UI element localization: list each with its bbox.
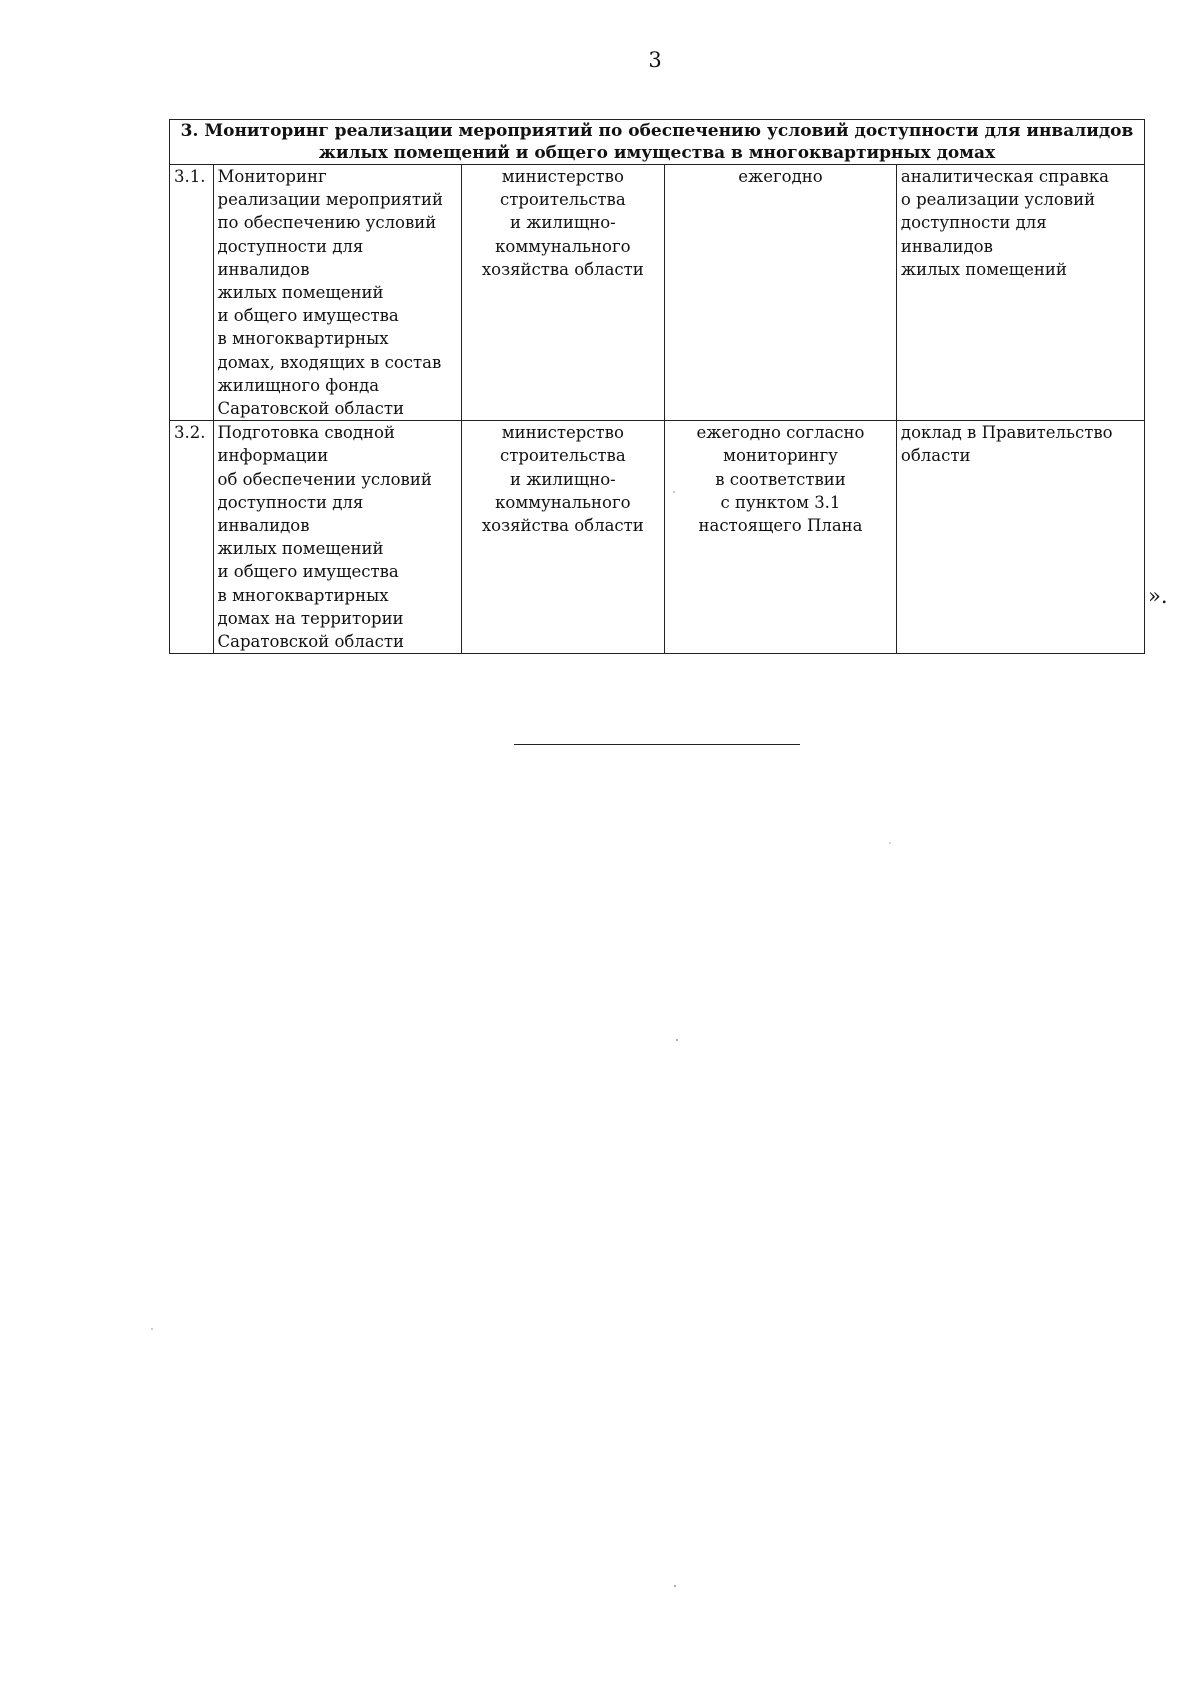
scan-speck [151, 1328, 153, 1330]
section-header-row [170, 120, 1145, 165]
plan-table [169, 119, 1145, 654]
executor-cell: министерство строительства и жилищно- коммунального хозяйства области [461, 421, 665, 654]
result-cell: аналитическая справка о реализации условий доступности для инвалидов жилых помещений [896, 165, 1144, 421]
row-number: 3.1. [170, 165, 214, 421]
executor-cell: министерство строительства и жилищно- коммунального хозяйства области [461, 165, 665, 421]
event-cell: Подготовка сводной информации об обеспечении условий доступности для инвалидов жилых помещений и общего имущества в многоквартирных домах на территории Саратовской области [213, 421, 461, 654]
scan-speck [674, 1585, 676, 1587]
row-number: 3.2. [170, 421, 214, 654]
scan-speck [889, 842, 890, 843]
table-row [170, 165, 1145, 421]
page-number: 3 [648, 48, 662, 72]
section-title: 3. Мониторинг реализации мероприятий по обеспечению условий доступности для инвалидов жилых помещений и общего имущества в многоквартирных домах [170, 120, 1145, 165]
result-cell: доклад в Правительство области [896, 421, 1144, 654]
event-cell: Мониторинг реализации мероприятий по обеспечению условий доступности для инвалидов жилых помещений и общего имущества в многоквартирных домах, входящих в состав жилищного фонда Саратовской области [213, 165, 461, 421]
table-row [170, 421, 1145, 654]
scan-speck [676, 1039, 678, 1041]
term-cell: ежегодно [665, 165, 897, 421]
separator-line [514, 744, 800, 745]
term-cell: ежегодно согласно мониторингу в соответствии с пунктом 3.1 настоящего Плана [665, 421, 897, 654]
closing-quote: ». [1148, 584, 1168, 608]
